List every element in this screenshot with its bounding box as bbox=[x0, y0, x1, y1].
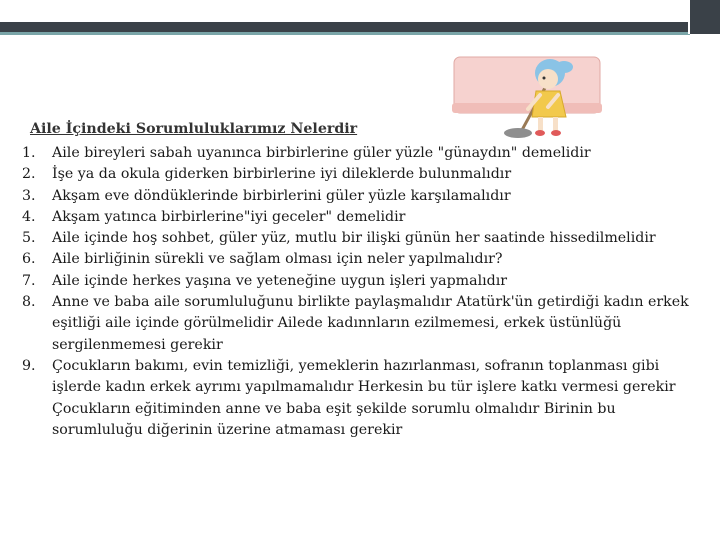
list-item-text: Aile bireyleri sabah uyanınca birbirlerine güler yüzle "günaydın" demelidir bbox=[52, 145, 591, 161]
list-item-number: 5. bbox=[22, 230, 36, 247]
list-item-text: Çocukların bakımı, evin temizliği, yemeklerin hazırlanması, sofranın toplanması gibi işlerde kadın erkek ayrımı yapılmamalıdır Herkesin bu tür işlere katkı vermesi gerekir Çocukların eğitiminden anne ve baba eşit şekilde sorumlu olmalıdır Birinin bu sorumluluğu diğerinin üzerine atmaması gerekir bbox=[52, 357, 676, 438]
list-item bbox=[0, 249, 700, 270]
list-item bbox=[0, 292, 700, 356]
top-bar-accent-stripe bbox=[0, 32, 690, 35]
list-item-text: Anne ve baba aile sorumluluğunu birlikte paylaşmalıdır Atatürk'ün getirdiği kadın erkek eşitliği aile içinde görülmelidir Ailede kadınnların ezilmemesi, erkek üstünlüğü sergilenmemesi gerekir bbox=[52, 294, 689, 353]
list-item-text: İşe ya da okula giderken birbirlerine iyi dileklerde bulunmalıdır bbox=[52, 166, 512, 183]
list-item-number: 1. bbox=[22, 145, 36, 161]
list-item-number: 9. bbox=[22, 357, 36, 374]
girl-sweeping-illustration bbox=[452, 55, 602, 140]
list-item bbox=[0, 207, 700, 228]
list-item-number: 4. bbox=[22, 208, 36, 225]
top-bar-dark-stripe bbox=[0, 22, 690, 32]
list-item-text: Akşam yatınca birbirlerine"iyi geceler" demelidir bbox=[52, 208, 406, 225]
list-item-number: 3. bbox=[22, 187, 36, 204]
list-item-text: Aile içinde herkes yaşına ve yeteneğine uygun işleri yapmalıdır bbox=[52, 272, 508, 289]
top-bar-corner-block bbox=[690, 0, 720, 34]
list-item bbox=[0, 271, 700, 292]
list-item bbox=[0, 143, 700, 164]
list-item-text: Aile birliğinin sürekli ve sağlam olması için neler yapılmalıdır? bbox=[52, 251, 503, 268]
list-item bbox=[0, 228, 700, 249]
list-item-text: Akşam eve döndüklerinde birbirlerini güler yüzle karşılamalıdır bbox=[52, 187, 511, 204]
list-item bbox=[0, 164, 700, 185]
list-item-number: 2. bbox=[22, 166, 36, 183]
slide-top-bar bbox=[0, 0, 720, 34]
responsibility-list bbox=[0, 143, 700, 441]
list-item bbox=[0, 356, 700, 441]
page-heading: Aile İçindeki Sorumluluklarımız Nelerdir bbox=[30, 121, 358, 137]
list-item-text: Aile içinde hoş sohbet, güler yüz, mutlu bir ilişki günün her saatinde hissedilmelidir bbox=[52, 230, 656, 247]
list-item-number: 7. bbox=[22, 272, 36, 289]
list-item bbox=[0, 186, 700, 207]
list-item-number: 6. bbox=[22, 251, 36, 268]
list-item-number: 8. bbox=[22, 294, 36, 311]
